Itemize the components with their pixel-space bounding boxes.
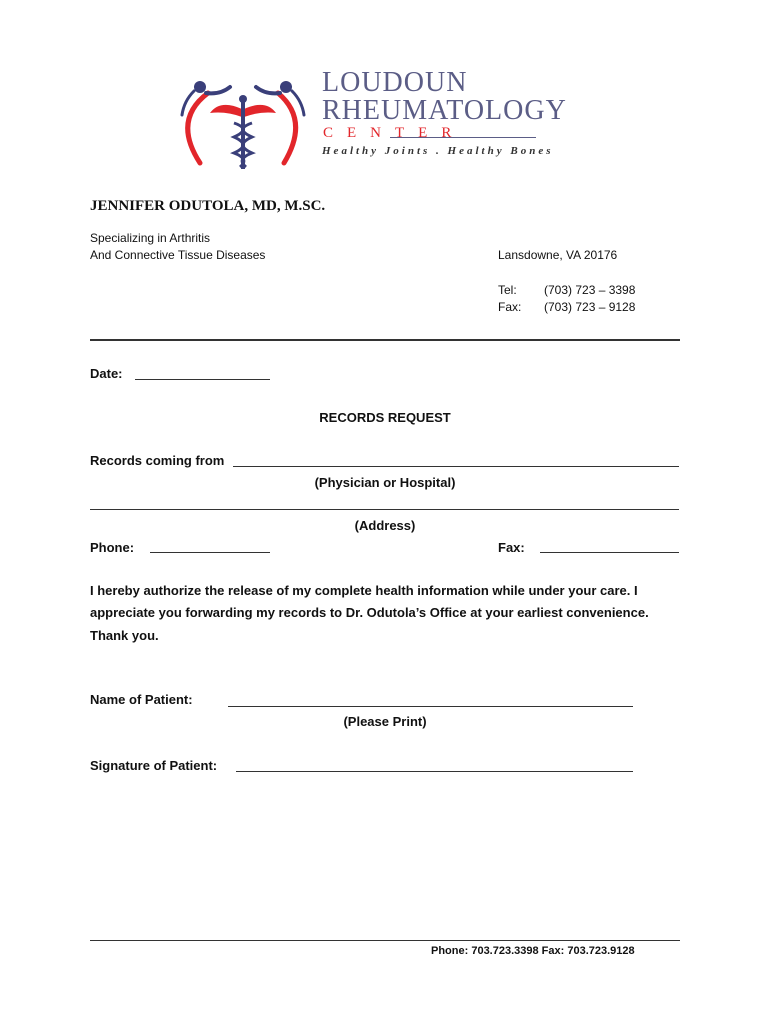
signature-field[interactable] <box>236 771 633 772</box>
logo-name-line1: LOUDOUN <box>322 67 468 98</box>
footer-contact: Phone: 703.723.3398 Fax: 703.723.9128 <box>431 945 635 957</box>
logo-tagline: Healthy Joints . Healthy Bones <box>322 145 554 157</box>
logo-name-line2: RHEUMATOLOGY <box>322 95 567 126</box>
fax-label: Fax: <box>498 300 522 314</box>
fax-form-label: Fax: <box>498 540 525 555</box>
logo-name-line3: CENTER <box>323 125 466 141</box>
phone-field[interactable] <box>150 552 270 553</box>
doctor-name: JENNIFER ODUTOLA, MD, M.SC. <box>90 198 326 214</box>
header-divider <box>90 339 680 341</box>
phone-label: Phone: <box>90 540 135 555</box>
fax-field[interactable] <box>540 552 679 553</box>
authorization-text-1: I hereby authorize the release of my complete health information while under your care. I <box>90 583 638 598</box>
specialty-line-1: Specializing in Arthritis <box>90 231 211 245</box>
form-title: RECORDS REQUEST <box>319 410 451 425</box>
authorization-text-2: appreciate you forwarding my records to Dr. Odutola’s Office at your earliest convenience. <box>90 605 649 620</box>
authorization-text-3: Thank you. <box>90 628 159 643</box>
specialty-line-2: And Connective Tissue Diseases <box>90 248 266 262</box>
address-field[interactable] <box>90 509 679 510</box>
patient-name-field[interactable] <box>228 706 633 707</box>
fax-value: (703) 723 – 9128 <box>544 300 636 314</box>
print-hint: (Please Print) <box>343 714 427 729</box>
records-from-label: Records coming from <box>90 453 225 468</box>
date-field[interactable] <box>135 379 270 380</box>
tel-value: (703) 723 – 3398 <box>544 283 636 297</box>
records-from-field[interactable] <box>233 466 679 467</box>
physician-hint: (Physician or Hospital) <box>314 475 456 490</box>
patient-name-label: Name of Patient: <box>90 692 193 707</box>
caduceus-emblem-icon <box>160 65 320 175</box>
signature-label: Signature of Patient: <box>90 758 218 773</box>
tel-label: Tel: <box>498 283 517 297</box>
address-hint: (Address) <box>354 518 416 533</box>
clinic-logo <box>160 65 567 175</box>
date-label: Date: <box>90 366 123 381</box>
footer-divider <box>90 940 680 941</box>
address-city: Lansdowne, VA 20176 <box>498 248 618 262</box>
logo-divider <box>390 137 536 138</box>
